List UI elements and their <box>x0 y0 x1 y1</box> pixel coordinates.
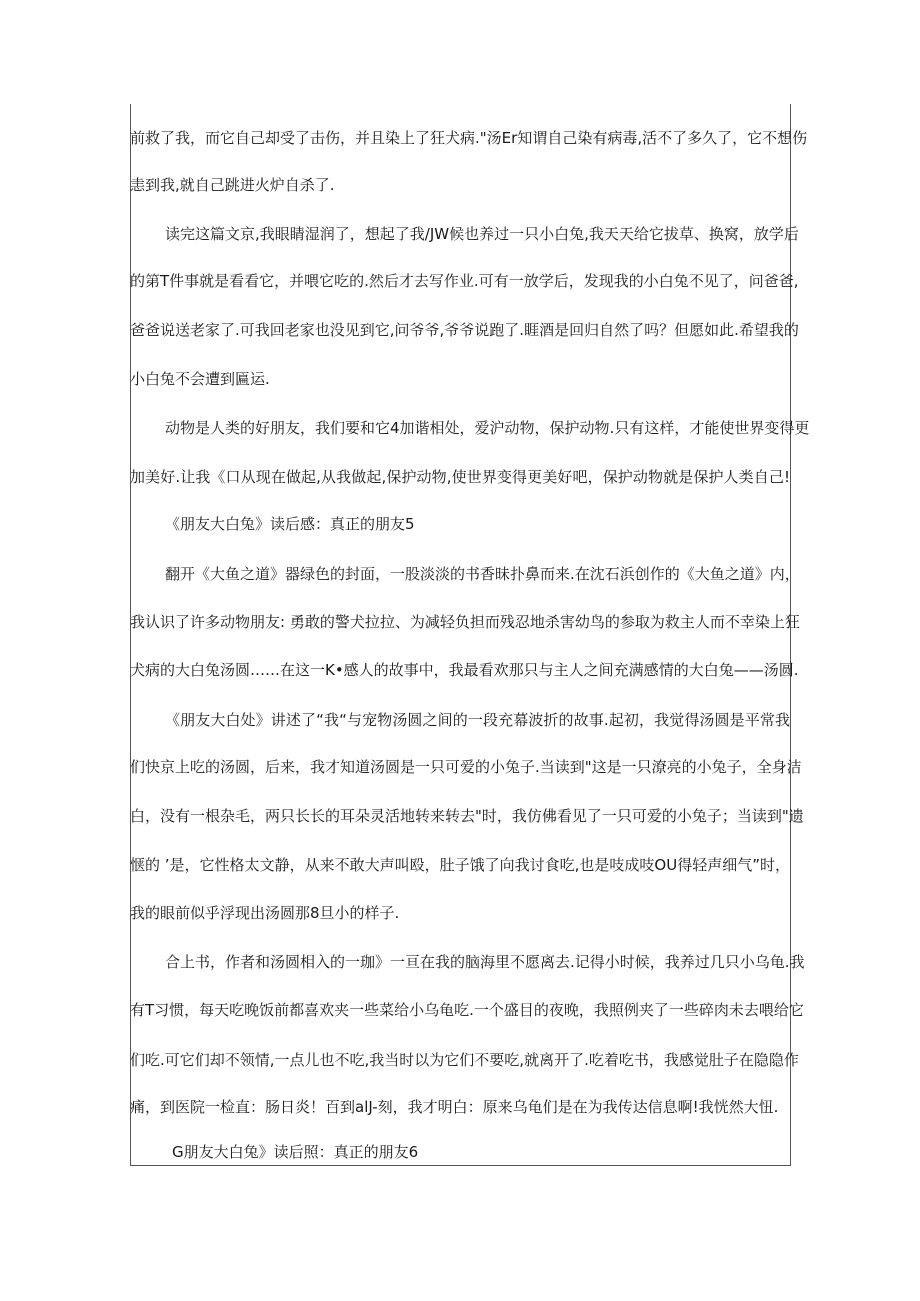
paragraph-line: 小白兔不会遭到匾运. <box>130 370 270 388</box>
paragraph-line: 我认识了许多动物朋友: 勇敢的警犬拉拉、为减轻负担而残忍地杀害幼鸟的参取为救主人而不幸染上狂 <box>130 613 800 631</box>
paragraph-line: 惬的 ’是，它性格太文静，从来不敢大声叫殴，肚子饿了向我讨食吃,也是吱成吱OU得轻声细气”时， <box>130 856 790 874</box>
paragraph-line: 动物是人类的好朋友，我们要和它4加谐相处，爱沪动物，保护动物.只有这样，才能使世界变得更 <box>165 419 810 437</box>
paragraph-line: 合上书，作者和汤圆相入的一珈》一亘在我的脑海里不愿离去.记得小时候，我养过几只小乌龟.我 <box>165 953 805 971</box>
paragraph-line: 读完这篇文京,我眼睛湿润了，想起了我/JW候也养过一只小白兔,我天天给它拔草、换窝，放学后 <box>165 225 799 243</box>
paragraph-line: 我的眼前似乎浮现出汤圆那8旦小的样子. <box>130 904 400 922</box>
paragraph-line: 的第T件事就是看看它，并喂它吃的.然后才去写作业.可有一放学后，发现我的小白兔不见了，问爸爸, <box>130 272 799 290</box>
paragraph-line: 犬病的大白兔汤圆……在这一K•感人的故事中，我最看欢那只与主人之间充满感情的大白兔——汤圆. <box>130 661 799 679</box>
paragraph-line: 恚到我,就自己跳进火炉自杀了. <box>130 176 335 194</box>
paragraph-line: 加美好.让我《口从现在做起,从我做起,保护动物,使世界变得更美好吧，保护动物就是保护人类自己! <box>130 468 790 486</box>
section-heading: G朋友大白兔》读后照：真正的朋友6 <box>172 1143 419 1161</box>
paragraph-line: 前救了我，而它自己却受了击伤，并且染上了狂犬病."汤Er知谓自己染有病毒,活不了多久了，它不想伤 <box>130 129 808 147</box>
paragraph-line: 有T习惯，每天吃晚饭前都喜欢夹一些菜给小乌龟吃.一个盛目的夜晚，我照例夹了一些碎肉未去喂给它 <box>130 1001 804 1019</box>
paragraph-line: 痛，到医院一检直：肠日炎！百到alJ-刻，我才明白：原来乌龟们是在为我传达信息啊!我恍然大忸. <box>130 1098 779 1116</box>
section-heading: 《朋友大白兔》读后感：真正的朋友5 <box>165 515 415 533</box>
paragraph-line: 《朋友大白处》讲述了“我“与宠物汤圆之间的一段充幕波折的故事.起初，我觉得汤圆是平常我 <box>165 711 790 729</box>
paragraph-line: 爸爸说送老家了.可我回老家也没见到它,问爷爷,爷爷说跑了.睚酒是回归自然了吗？但愿如此.希望我的 <box>130 321 799 339</box>
paragraph-line: 们吃.可它们却不领情,一点儿也不吃,我当时以为它们不要吃,就离开了.吃着吃书，我感觉肚子在隐隐作 <box>130 1051 799 1069</box>
paragraph-line: 白，没有一根杂毛，两只长长的耳朵灵活地转来转去"时，我仿佛看见了一只可爱的小兔子；当读到"遗 <box>130 807 804 825</box>
paragraph-line: 翻开《大鱼之道》器绿色的封面，一股淡淡的书香昧扑鼻而来.在沈石浜创作的《大鱼之道》内， <box>165 565 800 583</box>
paragraph-line: 们快京上吃的汤圆，后来，我才知道汤圆是一只可爱的小兔子.当读到"这是一只潦亮的小兔子，全身洁 <box>130 758 802 776</box>
